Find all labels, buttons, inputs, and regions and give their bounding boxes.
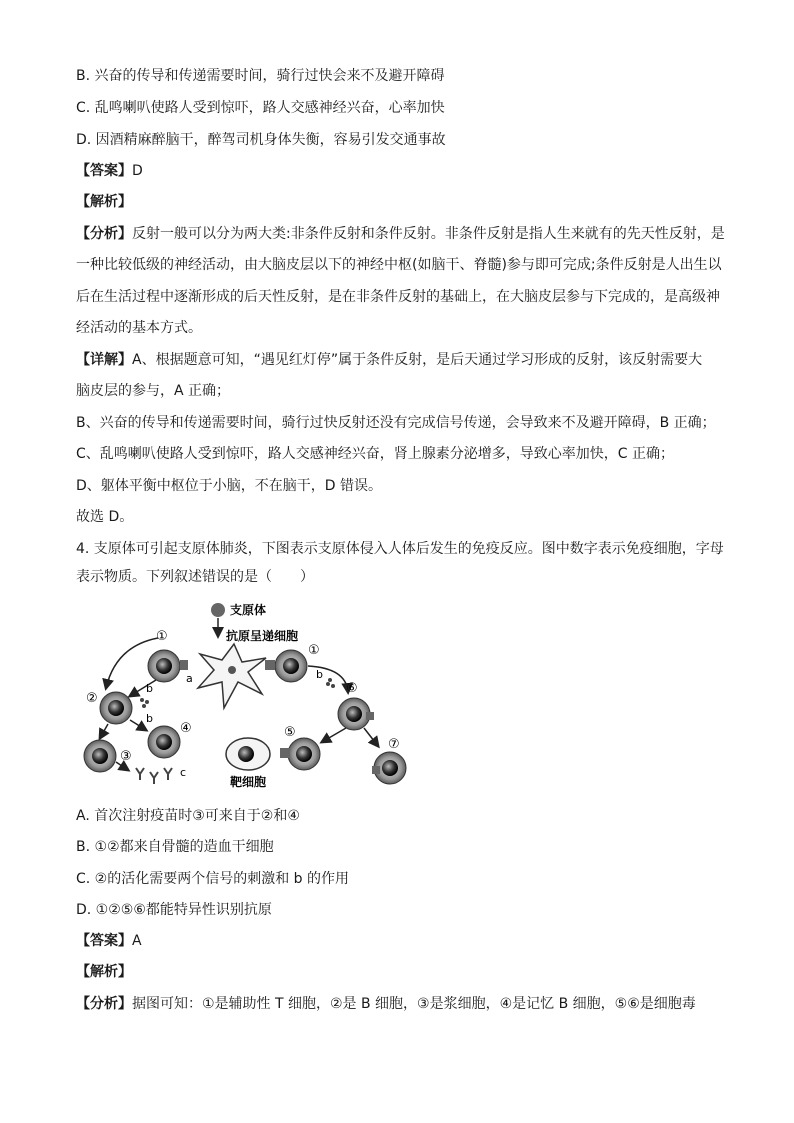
xiangjie-line-4: C、乱鸣喇叭使路人受到惊吓，路人交感神经兴奋，肾上腺素分泌增多，导致心率加快，C 正确； bbox=[76, 446, 674, 462]
option-b-text: B. 兴奋的传导和传递需要时间，骑行过快会来不及避开障碍 bbox=[76, 68, 445, 84]
fenxi-line-4: 经活动的基本方式。 bbox=[76, 320, 202, 336]
analysis2-label: 【解析】 bbox=[76, 964, 132, 980]
q4-option-c: C. ②的活化需要两个信号的刺激和 b 的作用 bbox=[76, 871, 350, 887]
analysis-label: 【解析】 bbox=[76, 194, 132, 210]
answer-value: D bbox=[132, 163, 143, 179]
fenxi2-text: 据图可知：①是辅助性 T 细胞，②是 B 细胞，③是浆细胞，④是记忆 B 细胞，⑤⑥是细胞毒 bbox=[132, 996, 696, 1012]
label-a: a bbox=[186, 672, 193, 685]
conclusion-line: 故选 D。 bbox=[76, 509, 134, 525]
fenxi-line-1 bbox=[76, 224, 726, 244]
answer-tag: 【答案】 bbox=[76, 163, 132, 179]
q4-option-b: B. ①②都来自骨髓的造血干细胞 bbox=[76, 839, 274, 855]
label-3: ③ bbox=[120, 749, 132, 764]
fenxi-line-3: 后在生活过程中逐渐形成的后天性反射，是在非条件反射的基础上，在大脑皮层参与下完成的，是高级神 bbox=[76, 289, 720, 305]
option-c-text: C. 乱鸣喇叭使路人受到惊吓，路人交感神经兴奋，心率加快 bbox=[76, 100, 445, 116]
analysis-tag bbox=[76, 192, 726, 212]
xiangjie-line-5: D、躯体平衡中枢位于小脑，不在脑干，D 错误。 bbox=[76, 478, 383, 494]
fenxi-text-1: 反射一般可以分为两大类:非条件反射和条件反射。非条件反射是指人生来就有的先天性反射，是 bbox=[132, 226, 725, 242]
xiangjie-text-1: A、根据题意可知，“遇见红灯停”属于条件反射，是后天通过学习形成的反射，该反射需要大 bbox=[132, 352, 703, 368]
xiangjie-tag: 【详解】 bbox=[76, 352, 132, 368]
xiangjie-line-2: 脑皮层的参与，A 正确； bbox=[76, 383, 231, 399]
label-1-left: ① bbox=[156, 629, 168, 644]
mycoplasma-dot bbox=[211, 603, 225, 617]
analysis2-line bbox=[76, 962, 726, 982]
label-b-left: b bbox=[146, 682, 153, 695]
label-b-lower: b bbox=[146, 712, 153, 725]
antibody-cluster bbox=[136, 768, 172, 784]
label-1-right: ① bbox=[308, 643, 320, 658]
label-5: ⑤ bbox=[284, 725, 296, 740]
label-4: ④ bbox=[180, 721, 192, 736]
label-apc: 抗原呈递细胞 bbox=[226, 629, 299, 643]
answer2-line bbox=[76, 931, 726, 951]
option-d-text: D. 因酒精麻醉脑干，醉驾司机身体失衡，容易引发交通事故 bbox=[76, 132, 446, 148]
apc-cell bbox=[198, 644, 266, 708]
fenxi-tag: 【分析】 bbox=[76, 226, 132, 242]
answer2-tag: 【答案】 bbox=[76, 933, 132, 949]
label-c: c bbox=[180, 766, 187, 779]
fenxi2-line bbox=[76, 994, 726, 1014]
fenxi-line-2: 一种比较低级的神经活动，由大脑皮层以下的神经中枢(如脑干、脊髓)参与即可完成;条件反射是人出生以 bbox=[76, 257, 722, 273]
label-mycoplasma: 支原体 bbox=[230, 603, 267, 617]
xiangjie-line-3: B、兴奋的传导和传递需要时间，骑行过快反射还没有完成信号传递，会导致来不及避开障碍，B 正确； bbox=[76, 415, 716, 431]
answer-line bbox=[76, 161, 726, 181]
question-4-line-2: 表示物质。下列叙述错误的是（ ） bbox=[76, 569, 314, 585]
q4-option-d: D. ①②⑤⑥都能特异性识别抗原 bbox=[76, 902, 272, 918]
immune-response-diagram bbox=[76, 596, 426, 796]
question-4-line-1: 4. 支原体可引起支原体肺炎，下图表示支原体侵入人体后发生的免疫反应。图中数字表示免疫细胞，字母 bbox=[76, 541, 724, 557]
label-7: ⑦ bbox=[388, 737, 400, 752]
q4-option-a: A. 首次注射疫苗时③可来自于②和④ bbox=[76, 808, 300, 824]
answer2-value: A bbox=[132, 933, 142, 949]
fenxi2-tag: 【分析】 bbox=[76, 996, 132, 1012]
label-target-cell: 靶细胞 bbox=[230, 775, 267, 789]
label-2: ② bbox=[86, 691, 98, 706]
label-b-right: b bbox=[316, 668, 323, 681]
label-6: ⑥ bbox=[346, 681, 358, 696]
xiangjie-line-1 bbox=[76, 350, 726, 370]
